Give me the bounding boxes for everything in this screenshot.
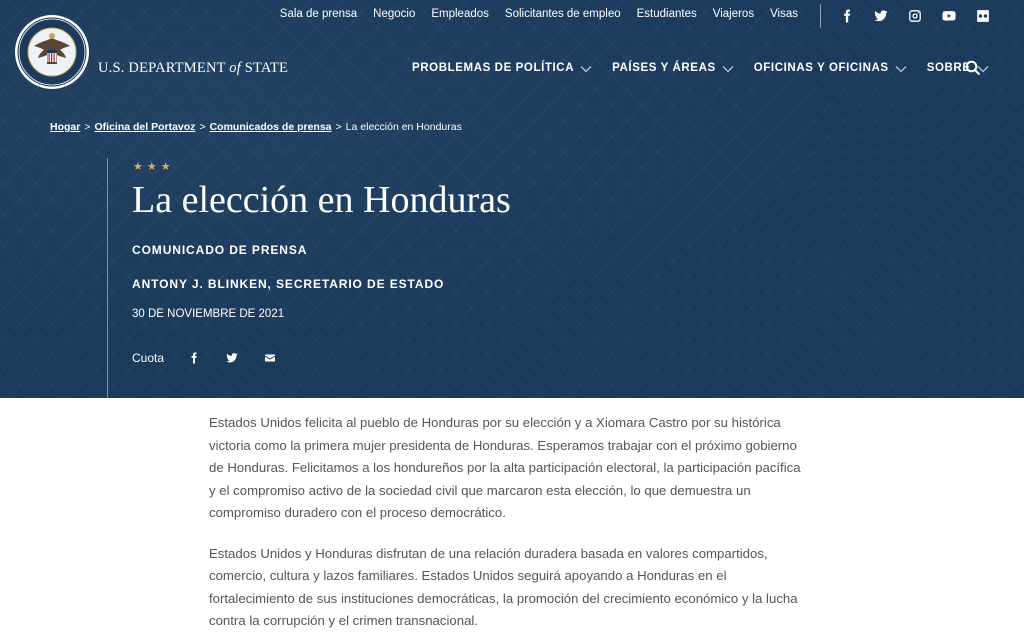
flickr-icon[interactable] <box>974 7 992 25</box>
chevron-down-icon <box>895 64 907 72</box>
article-author: ANTONY J. BLINKEN, SECRETARIO DE ESTADO <box>132 277 445 291</box>
page-title: La elección en Honduras <box>132 179 511 221</box>
social-links <box>838 7 992 25</box>
youtube-icon[interactable] <box>940 7 958 25</box>
utility-link-visas[interactable]: Visas <box>770 8 798 20</box>
nav-bureaus-offices[interactable] <box>754 62 907 74</box>
breadcrumb-separator: > <box>84 121 91 133</box>
utility-link-newsroom[interactable]: Sala de prensa <box>279 8 358 20</box>
article-paragraph: Estados Unidos felicita al pueblo de Honduras por su elección y a Xiomara Castro por su histórica victoria como la primera mujer presidenta de Honduras. Esperamos trabajar con el próximo gobierno de Honduras. Felicitamos a los hondureños por la alta participación electoral, la participación pacífica y el compromiso activo de la sociedad civil que marcaron esta elección, lo que demuestra un compromiso duradero con el proceso democrático. <box>209 415 801 520</box>
department-wordmark[interactable] <box>98 60 288 77</box>
facebook-icon[interactable] <box>838 7 856 25</box>
wordmark-prefix: U.S. DEPARTMENT <box>98 60 226 76</box>
article-paragraph: Estados Unidos y Honduras disfrutan de una relación duradera basada en valores compartidos, comercio, cultura y lazos familiares. Estados Unidos seguirá apoyando a Honduras en el fortalecimiento de sus instituciones democráticas, la promoción del crecimiento económico y la lucha contra la corrupción y el crimen transnacional. <box>209 545 798 628</box>
chevron-down-icon <box>580 64 592 72</box>
breadcrumb-spokesperson[interactable]: Oficina del Portavoz <box>94 121 196 133</box>
article-date: 30 DE NOVIEMBRE DE 2021 <box>132 308 285 320</box>
utility-link-students[interactable]: Estudiantes <box>636 8 697 20</box>
utility-links <box>280 8 798 20</box>
nav-label: OFICINAS Y OFICINAS <box>753 62 889 74</box>
nav-label: PAÍSES Y ÁREAS <box>612 62 716 74</box>
breadcrumb-press-releases[interactable]: Comunicados de prensa <box>209 121 332 133</box>
utility-link-travelers[interactable]: Viajeros <box>712 8 755 20</box>
share-email-icon[interactable] <box>262 350 278 366</box>
instagram-icon[interactable] <box>906 7 924 25</box>
share-twitter-icon[interactable] <box>224 350 240 366</box>
nav-countries-areas[interactable] <box>612 62 734 74</box>
wordmark-of: of <box>229 60 241 76</box>
wordmark-suffix: STATE <box>244 60 289 76</box>
breadcrumb-home[interactable]: Hogar <box>50 121 81 133</box>
hero-divider-line <box>107 158 108 398</box>
breadcrumb-separator: > <box>199 121 206 133</box>
article-body <box>209 412 809 641</box>
share-bar <box>132 350 300 366</box>
utility-bar <box>0 0 1024 32</box>
utility-link-employees[interactable]: Empleados <box>431 8 489 20</box>
twitter-icon[interactable] <box>872 7 890 25</box>
utility-link-business[interactable]: Negocio <box>373 8 416 20</box>
share-label: Cuota <box>132 351 165 365</box>
main-nav <box>412 62 1009 74</box>
chevron-down-icon <box>722 64 734 72</box>
breadcrumb-current: La elección en Honduras <box>345 121 462 133</box>
utility-link-job-seekers[interactable]: Solicitantes de empleo <box>504 8 621 20</box>
nav-label: PROBLEMAS DE POLÍTICA <box>412 62 575 74</box>
department-seal-logo[interactable] <box>14 14 90 90</box>
article-type: COMUNICADO DE PRENSA <box>132 243 308 257</box>
nav-label: SOBRE <box>926 62 971 74</box>
utility-divider <box>820 4 821 28</box>
stars-decoration: ★★★ <box>133 161 175 173</box>
search-icon[interactable] <box>965 60 981 76</box>
nav-policy-issues[interactable] <box>412 62 592 74</box>
breadcrumb-separator: > <box>335 121 342 133</box>
share-facebook-icon[interactable] <box>186 350 202 366</box>
breadcrumb <box>50 121 462 133</box>
